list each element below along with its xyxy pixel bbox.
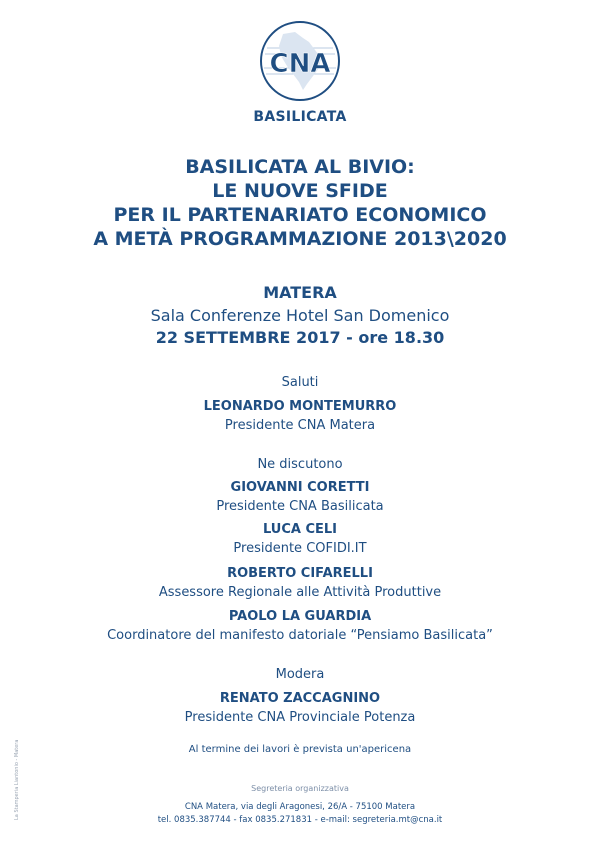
section-label-moderator: Modera	[275, 667, 325, 682]
speaker-role: Presidente CNA Matera	[224, 418, 376, 433]
speaker-name: PAOLO LA GUARDIA	[228, 609, 372, 624]
title-line: A METÀ PROGRAMMAZIONE 2013\2020	[93, 228, 507, 250]
event-city: MATERA	[263, 283, 337, 302]
speaker-name: RENATO ZACCAGNINO	[219, 691, 381, 706]
speaker-name: LUCA CELI	[262, 522, 338, 537]
footer-contacts: tel. 0835.387744 - fax 0835.271831 - e-mail: segreteria.mt@cna.it	[157, 815, 443, 825]
speaker-name: GIOVANNI CORETTI	[230, 480, 370, 495]
section-label-discussion: Ne discutono	[257, 457, 343, 472]
cna-logo-text: CNA	[269, 49, 331, 79]
event-venue: Sala Conferenze Hotel San Domenico	[150, 306, 450, 325]
event-date: 22 SETTEMBRE 2017 - ore 18.30	[155, 328, 445, 347]
title-line: LE NUOVE SFIDE	[212, 180, 388, 202]
speaker-name: LEONARDO MONTEMURRO	[203, 399, 397, 414]
speaker-role: Presidente COFIDI.IT	[233, 541, 367, 556]
cna-logo-mark	[259, 20, 341, 102]
footer-label: Segreteria organizzativa	[251, 784, 349, 793]
speaker-role: Coordinatore del manifesto datoriale “Pensiamo Basilicata”	[107, 628, 493, 643]
speaker-role: Presidente CNA Basilicata	[216, 499, 384, 514]
footer-address: CNA Matera, via degli Aragonesi, 26/A - 75100 Matera	[184, 802, 416, 812]
section-label-greetings: Saluti	[281, 375, 319, 390]
speaker-role: Assessore Regionale alle Attività Produttive	[158, 585, 442, 600]
event-title	[0, 155, 600, 251]
speaker-role: Presidente CNA Provinciale Potenza	[184, 710, 416, 725]
cna-logo	[259, 20, 341, 102]
closing-note: Al termine dei lavori è prevista un'apericena	[188, 744, 412, 755]
title-line: BASILICATA AL BIVIO:	[185, 156, 415, 178]
speaker-name: ROBERTO CIFARELLI	[227, 566, 373, 581]
printer-credit: La Stamperia Liantonio - Matera	[14, 739, 20, 820]
logo-org-name: BASILICATA	[253, 109, 347, 125]
title-line: PER IL PARTENARIATO ECONOMICO	[113, 204, 487, 226]
